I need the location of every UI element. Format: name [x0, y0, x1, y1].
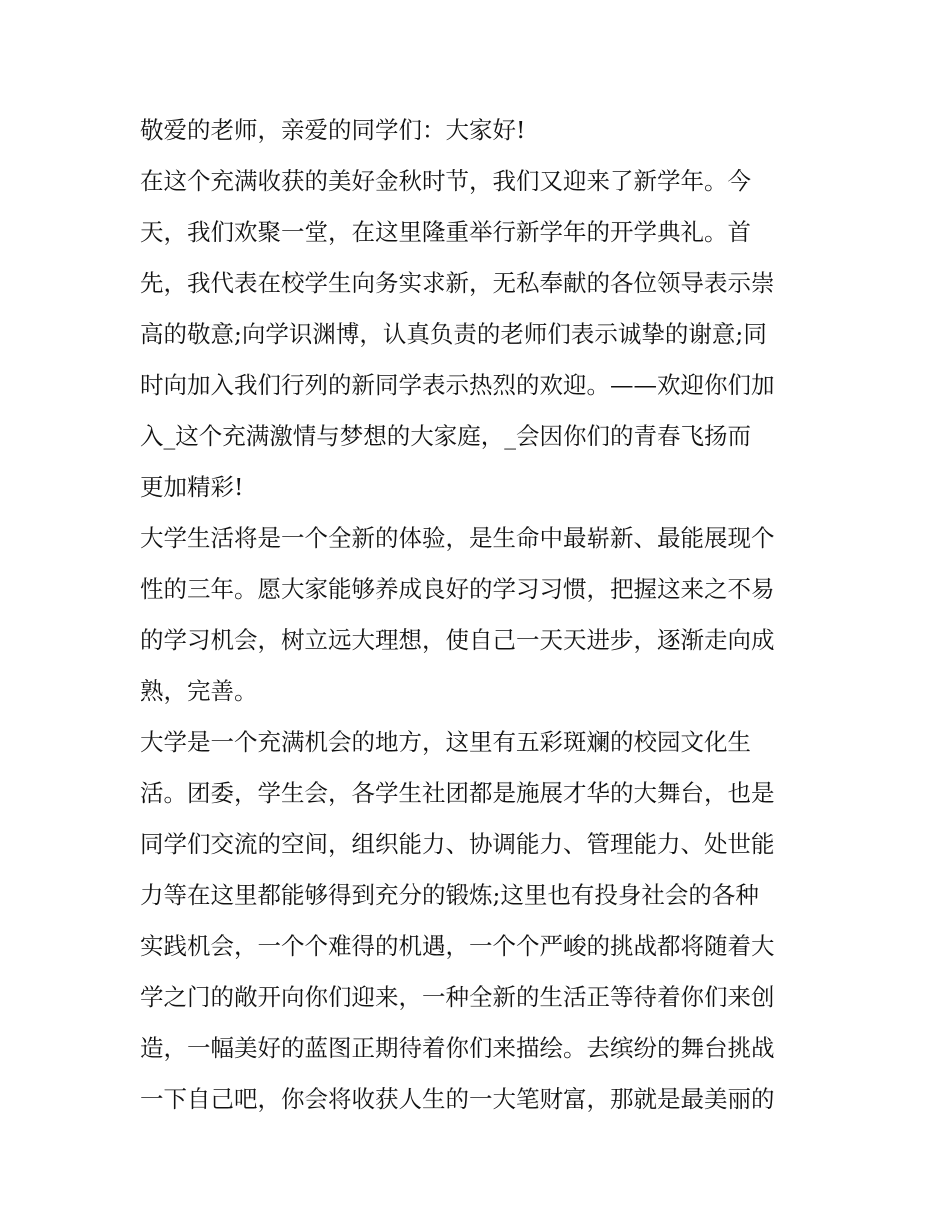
text-line: 天，我们欢聚一堂，在这里隆重举行新学年的开学典礼。首	[140, 218, 751, 246]
text-line: 熟，完善。	[140, 677, 258, 705]
text-line: 大学生活将是一个全新的体验，是生命中最崭新、最能展现个	[140, 524, 775, 552]
text-line: 更加精彩!	[140, 473, 244, 501]
text-line: 时向加入我们行列的新同学表示热烈的欢迎。——欢迎你们加	[140, 371, 775, 399]
text-line: 学之门的敞开向你们迎来，一种全新的生活正等待着你们来创	[140, 983, 775, 1011]
text-line: 造，一幅美好的蓝图正期待着你们来描绘。去缤纷的舞台挑战	[140, 1034, 775, 1062]
text-line: 性的三年。愿大家能够养成良好的学习习惯，把握这来之不易	[140, 575, 775, 603]
text-line: 大学是一个充满机会的地方，这里有五彩斑斓的校园文化生	[140, 728, 751, 756]
text-line: 活。团委，学生会，各学生社团都是施展才华的大舞台，也是	[140, 779, 775, 807]
text-line: 实践机会，一个个难得的机遇，一个个严峻的挑战都将随着大	[140, 932, 775, 960]
text-line: 在这个充满收获的美好金秋时节，我们又迎来了新学年。今	[140, 167, 751, 195]
speech-text	[140, 105, 820, 1125]
text-line: 同学们交流的空间，组织能力、协调能力、管理能力、处世能	[140, 830, 775, 858]
text-line: 一下自己吧，你会将收获人生的一大笔财富，那就是最美丽的	[140, 1085, 775, 1113]
text-line: 敬爱的老师，亲爱的同学们：大家好!	[140, 116, 526, 144]
text-line: 入_这个充满激情与梦想的大家庭，_会因你们的青春飞扬而	[140, 422, 751, 450]
text-line: 高的敬意;向学识渊博，认真负责的老师们表示诚挚的谢意;同	[140, 320, 767, 348]
text-line: 先，我代表在校学生向务实求新，无私奉献的各位领导表示崇	[140, 269, 775, 297]
text-line: 力等在这里都能够得到充分的锻炼;这里也有投身社会的各种	[140, 881, 759, 909]
text-line: 的学习机会，树立远大理想，使自己一天天进步，逐渐走向成	[140, 626, 775, 654]
